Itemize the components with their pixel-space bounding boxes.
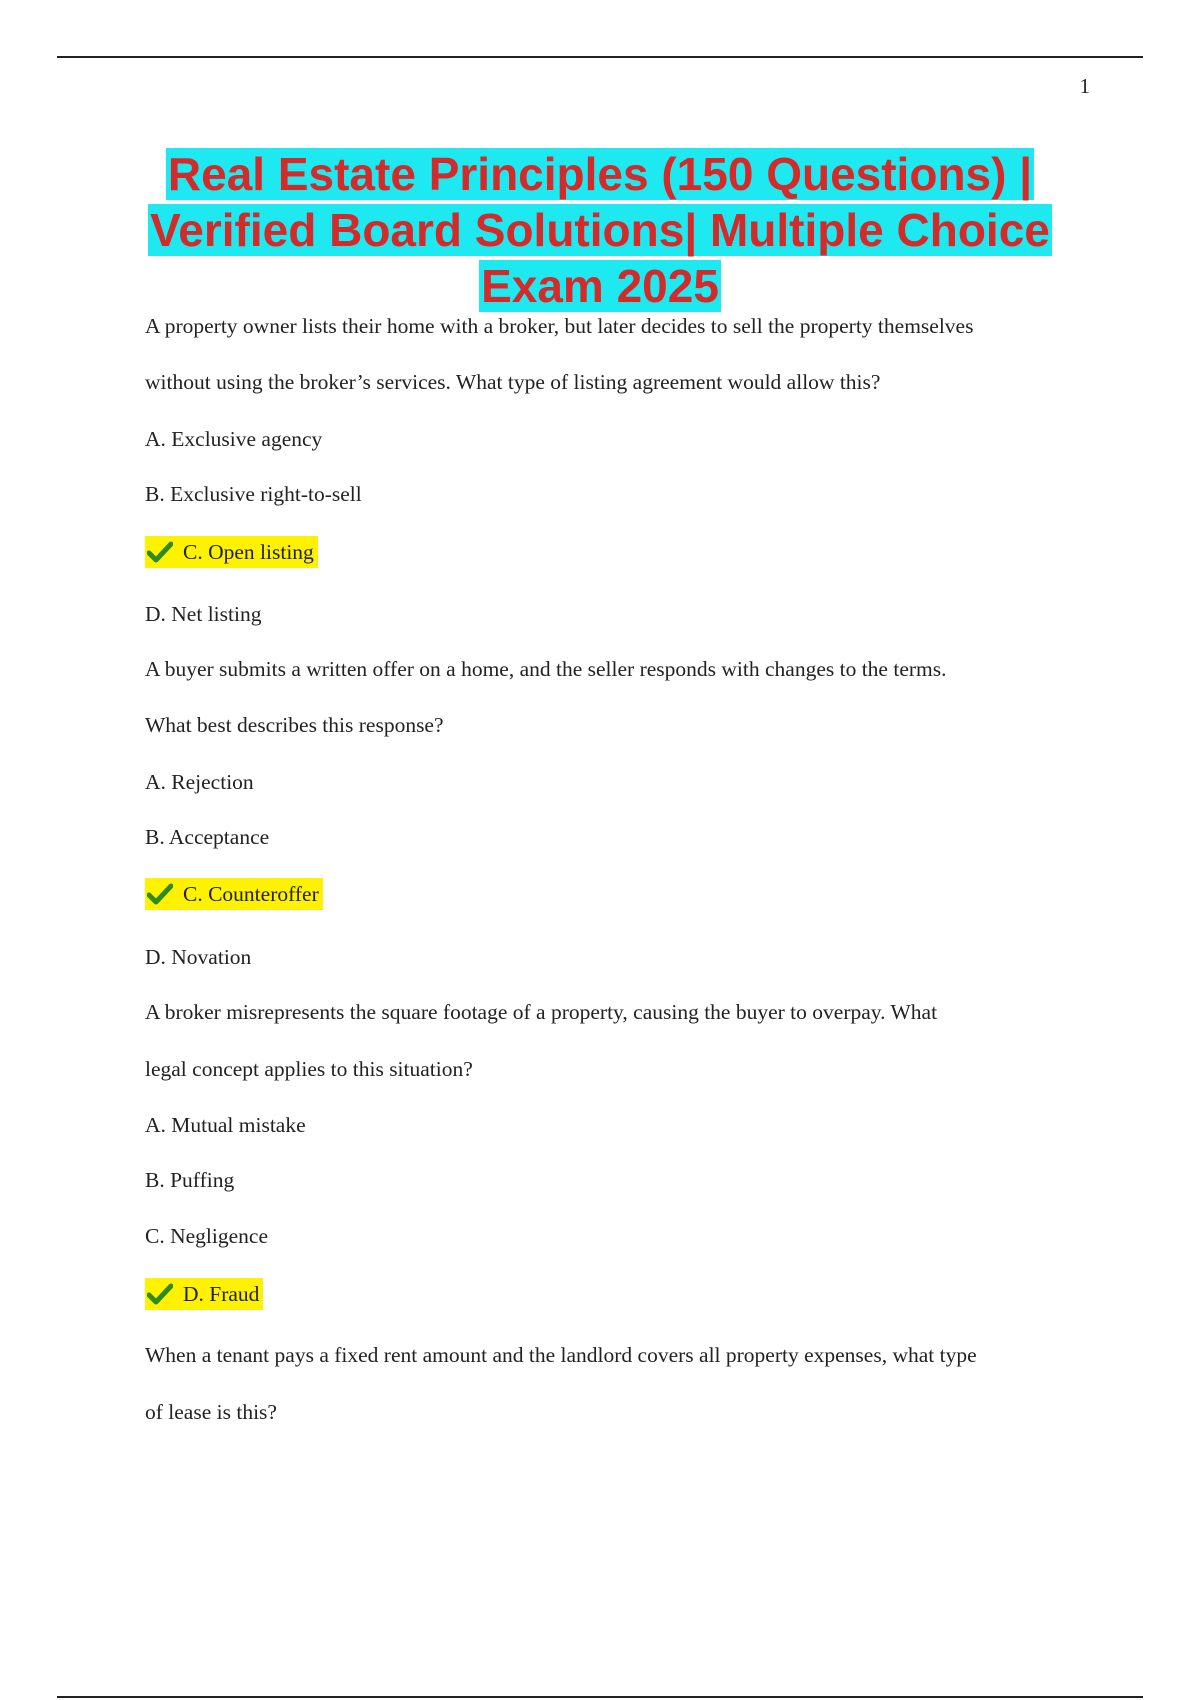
- option: C. Negligence: [145, 1224, 268, 1248]
- option: A. Rejection: [145, 770, 254, 794]
- option: D. Net listing: [145, 602, 262, 626]
- page-number: 1: [1079, 74, 1090, 98]
- title-text: Real Estate Principles (150 Questions) | Verified Board Solutions| Multiple Choice Exam 2025: [150, 148, 1050, 312]
- check-icon: [147, 883, 173, 905]
- correct-option: [145, 1278, 263, 1310]
- question-text-line: A broker misrepresents the square footage of a property, causing the buyer to overpay. What: [145, 1000, 938, 1024]
- option-label: C. Open listing: [183, 539, 314, 564]
- option: D. Novation: [145, 945, 252, 969]
- question-text-line: What best describes this response?: [145, 713, 444, 737]
- question-text-line: A buyer submits a written offer on a home, and the seller responds with changes to the terms.: [145, 657, 947, 681]
- correct-option: [145, 878, 323, 910]
- check-icon: [147, 1283, 173, 1305]
- option: B. Acceptance: [145, 825, 270, 849]
- correct-option: [145, 536, 318, 568]
- option-label: C. Counteroffer: [183, 881, 319, 906]
- header-rule: [57, 56, 1143, 58]
- check-icon: [147, 541, 173, 563]
- option: A. Exclusive agency: [145, 427, 323, 451]
- document-title: [120, 146, 1080, 314]
- question-text-line: A property owner lists their home with a broker, but later decides to sell the property themselves: [145, 314, 974, 338]
- question-text-line: When a tenant pays a fixed rent amount and the landlord covers all property expenses, what type: [145, 1343, 977, 1367]
- option: B. Puffing: [145, 1168, 235, 1192]
- option: A. Mutual mistake: [145, 1113, 306, 1137]
- option-label: D. Fraud: [183, 1281, 260, 1306]
- option: B. Exclusive right-to-sell: [145, 482, 362, 506]
- question-text-line: legal concept applies to this situation?: [145, 1057, 473, 1081]
- question-text-line: of lease is this?: [145, 1400, 277, 1424]
- question-text-line: without using the broker’s services. What type of listing agreement would allow this?: [145, 370, 881, 394]
- footer-rule: [57, 1696, 1143, 1698]
